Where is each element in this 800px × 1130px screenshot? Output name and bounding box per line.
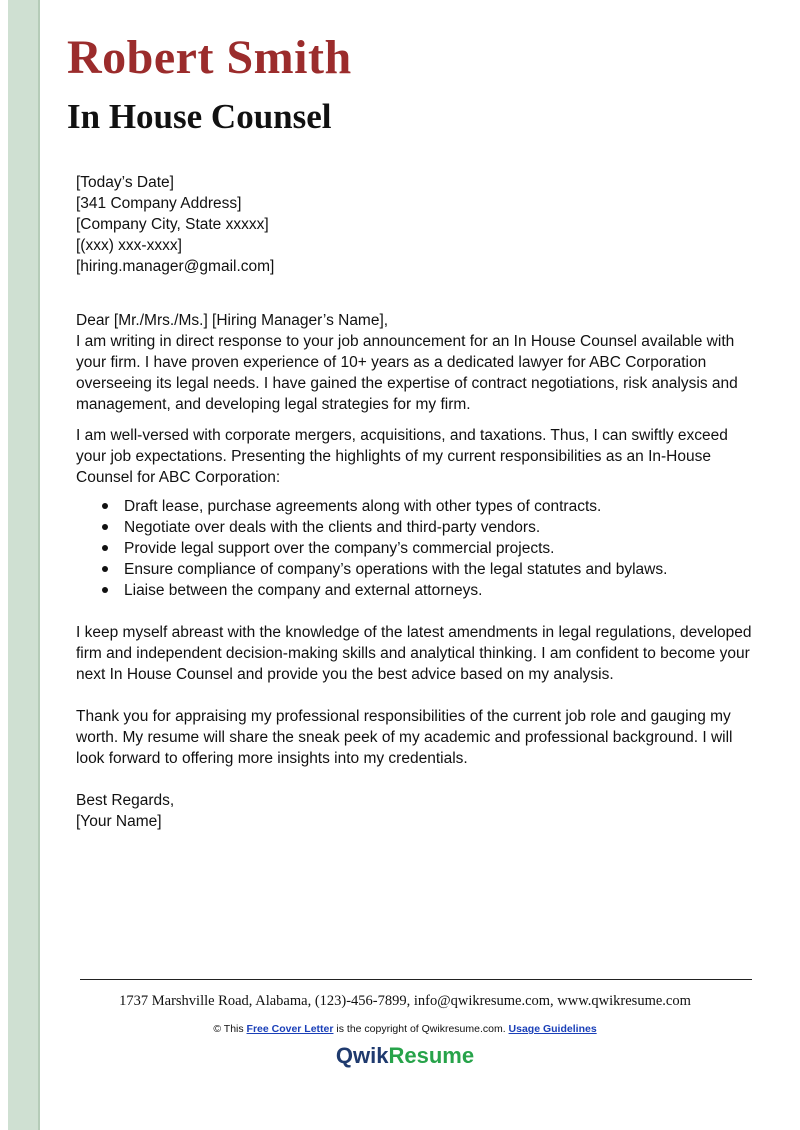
closing-block (76, 790, 756, 832)
list-item (76, 538, 756, 559)
job-title: In House Counsel (67, 97, 332, 136)
address-line: [(xxx) xxx-xxxx] (76, 237, 182, 254)
candidate-name: Robert Smith (67, 31, 352, 84)
decorative-side-bar (8, 0, 40, 1130)
paragraph-thanks: Thank you for appraising my professional responsibilities of the current job role and gauging my worth. My resume will share the sneak peek of my academic and professional background. I will look forward to offering more insights into my credentials. (76, 708, 733, 767)
bullet-icon (102, 566, 108, 572)
logo-text-qwik: Qwik (335, 1043, 389, 1068)
free-cover-letter-link[interactable]: Free Cover Letter (246, 1023, 334, 1035)
list-item-text: Ensure compliance of company’s operations with the legal statutes and bylaws. (124, 561, 668, 578)
address-line: [Company City, State xxxxx] (76, 216, 269, 233)
footer-contact-info: 1737 Marshville Road, Alabama, (123)-456-7899, info@qwikresume.com, www.qwikresume.com (119, 993, 691, 1009)
paragraph-highlights: I am well-versed with corporate mergers, acquisitions, and taxations. Thus, I can swiftly exceed your job expectations. Presenting the highlights of my current responsibilities as an In-House Counsel for ABC Corporation: (76, 427, 728, 486)
list-item-text: Provide legal support over the company’s commercial projects. (124, 540, 555, 557)
list-item-text: Draft lease, purchase agreements along with other types of contracts. (124, 498, 602, 515)
copyright-middle: is the copyright of Qwikresume.com. (333, 1023, 509, 1035)
copyright-prefix: © This (213, 1023, 247, 1035)
address-line: [341 Company Address] (76, 195, 242, 212)
list-item (76, 496, 756, 517)
logo-text-resume: Resume (388, 1043, 475, 1068)
bullet-icon (102, 545, 108, 551)
responsibilities-list (76, 496, 756, 601)
usage-guidelines-link[interactable]: Usage Guidelines (508, 1023, 597, 1035)
bullet-icon (102, 587, 108, 593)
letter-body (76, 172, 756, 832)
closing-phrase: Best Regards, (76, 792, 175, 809)
copyright-notice (0, 1023, 800, 1035)
list-item-text: Negotiate over deals with the clients and third-party vendors. (124, 519, 541, 536)
list-item (76, 559, 756, 580)
footer-divider (80, 979, 752, 980)
list-item (76, 580, 756, 601)
recipient-address (76, 193, 756, 277)
qwikresume-logo (0, 1043, 800, 1069)
list-item (76, 517, 756, 538)
salutation: Dear [Mr./Mrs./Ms.] [Hiring Manager’s Name], (76, 312, 389, 329)
letter-date: [Today’s Date] (76, 174, 174, 191)
bullet-icon (102, 503, 108, 509)
paragraph-skills: I keep myself abreast with the knowledge of the latest amendments in legal regulations, developed firm and independent decision-making skills and analytical thinking. I am confident to become your next In House Counsel and provide you the best advice based on my analysis. (76, 624, 752, 683)
address-email: [hiring.manager@gmail.com] (76, 258, 275, 275)
bullet-icon (102, 524, 108, 530)
signature-name: [Your Name] (76, 813, 162, 830)
paragraph-intro: I am writing in direct response to your job announcement for an In House Counsel available with your firm. I have proven experience of 10+ years as a dedicated lawyer for ABC Corporation overseeing its legal needs. I have gained the expertise of contract negotiations, risk analysis and management, and developing legal strategies for my firm. (76, 333, 738, 413)
list-item-text: Liaise between the company and external attorneys. (124, 582, 483, 599)
